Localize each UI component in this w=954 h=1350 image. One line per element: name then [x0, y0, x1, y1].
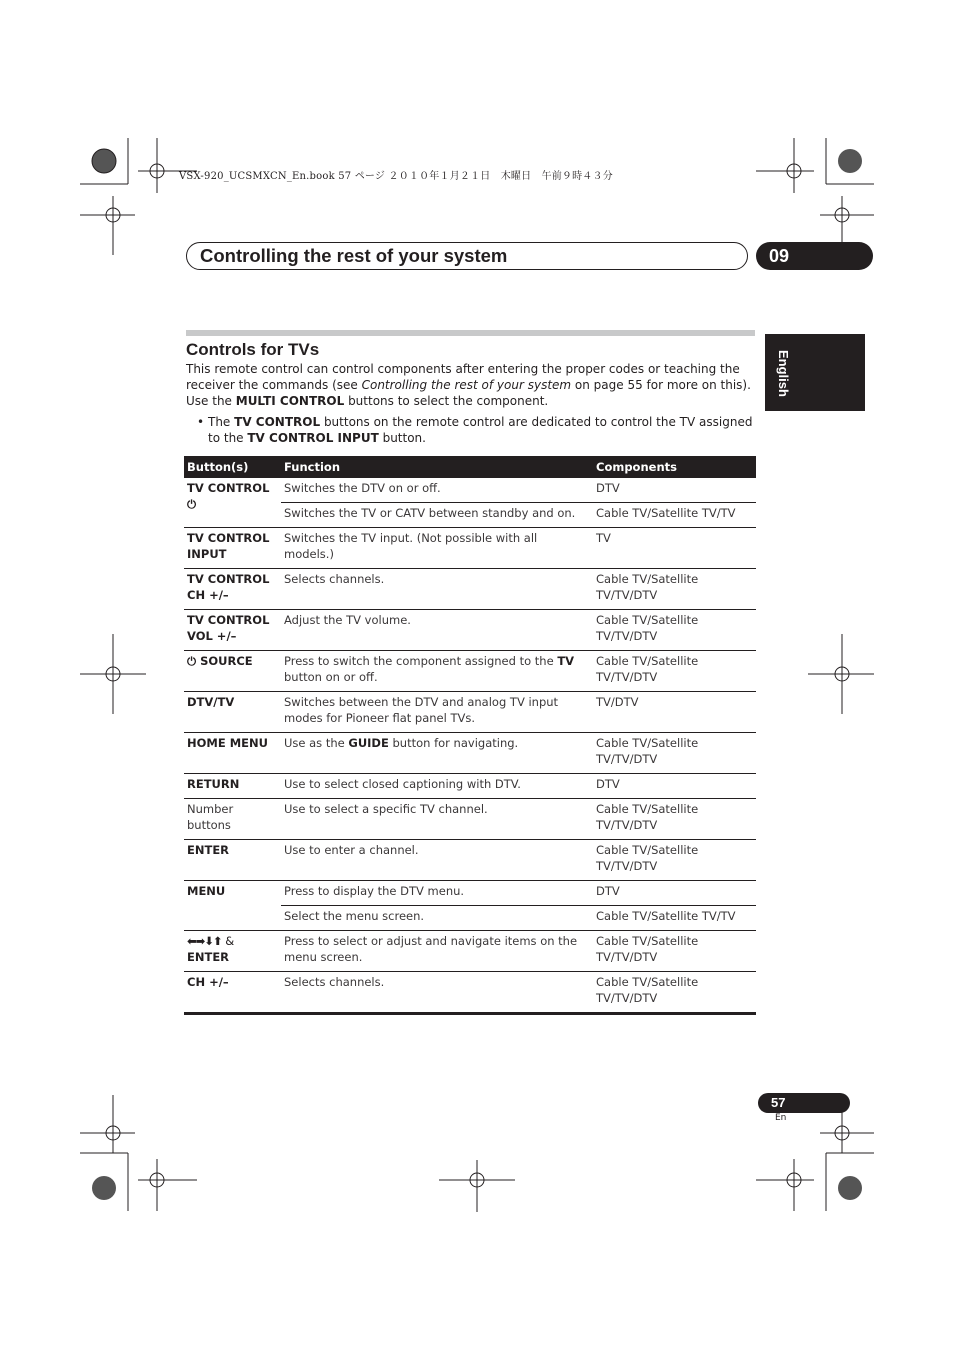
table-row [184, 931, 756, 972]
row-function: Switches the TV input. (Not possible with all models.) [281, 528, 593, 569]
crop-mark-mid-left [80, 634, 150, 714]
row-components: DTV [593, 774, 756, 799]
row-button: TV CONTROL VOL +/– [184, 610, 281, 651]
row-function: Press to display the DTV menu. [281, 881, 593, 906]
row-function: Selects channels. [281, 569, 593, 610]
row-button: HOME MENU [184, 733, 281, 774]
language-tab-label: English [776, 350, 791, 397]
table-header-row [184, 456, 756, 478]
row-components: Cable TV/Satellite TV/TV/DTV [593, 931, 756, 972]
row-button: DTV/TV [184, 692, 281, 733]
row-button: TV CONTROL INPUT [184, 528, 281, 569]
row-components: Cable TV/Satellite TV/TV/DTV [593, 733, 756, 774]
table-row [184, 692, 756, 733]
print-slug: VSX-920_UCSMXCN_En.book 57 ページ ２０１０年１月２１日 木曜日 午前９時４３分 [179, 171, 613, 182]
row-components: Cable TV/Satellite TV/TV/DTV [593, 972, 756, 1014]
row-function: Press to select or adjust and navigate items on the menu screen. [281, 931, 593, 972]
tv-controls-table [184, 456, 756, 1015]
row-button: ENTER [184, 840, 281, 881]
row-button: RETURN [184, 774, 281, 799]
row-components: Cable TV/Satellite TV/TV/DTV [593, 651, 756, 692]
table-row [184, 840, 756, 881]
page-number: 57 [771, 1095, 786, 1110]
row-function: Switches the TV or CATV between standby and on. [281, 503, 593, 528]
table-row [184, 733, 756, 774]
table-row [184, 972, 756, 1014]
row-button: ⏻ SOURCE [184, 651, 281, 692]
header-function: Function [281, 456, 593, 478]
row-components: Cable TV/Satellite TV/TV [593, 503, 756, 528]
row-components: TV [593, 528, 756, 569]
table-row [184, 881, 756, 906]
bullet-dot: • [197, 415, 205, 429]
row-function: Press to switch the component assigned to the TV button on or off. [281, 651, 593, 692]
chapter-title: Controlling the rest of your system [200, 245, 508, 266]
table-row [184, 528, 756, 569]
crop-mark-top-right [754, 138, 874, 258]
row-components: Cable TV/Satellite TV/TV [593, 906, 756, 931]
table-row [184, 610, 756, 651]
table-row [184, 774, 756, 799]
row-components: DTV [593, 478, 756, 503]
crop-mark-top-left [80, 138, 200, 258]
crop-mark-bottom-center [437, 1160, 517, 1215]
table-row [184, 569, 756, 610]
row-button: ⬅➡⬇⬆ & ENTER [184, 931, 281, 972]
row-button: TV CONTROL CH +/– [184, 569, 281, 610]
row-button: CH +/– [184, 972, 281, 1014]
section-title: Controls for TVs [186, 340, 320, 359]
arrow-keys-icon: ⬅➡⬇⬆ [187, 934, 222, 948]
row-components: Cable TV/Satellite TV/TV/DTV [593, 569, 756, 610]
row-button: TV CONTROL ⏻ [184, 478, 281, 528]
intro-paragraph: This remote control can control components after entering the proper codes or teaching the receiver the commands (see Controlling the rest of your system on page 55 for more on this). Use the MULTI CONTROL buttons to select the component. [186, 362, 751, 408]
row-button: Number buttons [184, 799, 281, 840]
table-row [184, 799, 756, 840]
row-function: Use as the GUIDE button for navigating. [281, 733, 593, 774]
table-row [184, 651, 756, 692]
header-components: Components [593, 456, 756, 478]
row-function: Use to select closed captioning with DTV. [281, 774, 593, 799]
section-rule [186, 330, 755, 336]
row-function: Adjust the TV volume. [281, 610, 593, 651]
row-function: Select the menu screen. [281, 906, 593, 931]
page-language: En [775, 1113, 787, 1123]
table-row [184, 478, 756, 503]
row-components: Cable TV/Satellite TV/TV/DTV [593, 840, 756, 881]
row-button: MENU [184, 881, 281, 931]
row-function: Switches between the DTV and analog TV input modes for Pioneer flat panel TVs. [281, 692, 593, 733]
crop-mark-mid-right [806, 634, 876, 714]
row-function: Selects channels. [281, 972, 593, 1014]
row-function: Use to select a specific TV channel. [281, 799, 593, 840]
row-components: Cable TV/Satellite TV/TV/DTV [593, 799, 756, 840]
row-components: Cable TV/Satellite TV/TV/DTV [593, 610, 756, 651]
row-components: DTV [593, 881, 756, 906]
crop-mark-bottom-left [80, 1093, 200, 1213]
chapter-number: 09 [769, 246, 790, 266]
header-buttons: Button(s) [184, 456, 281, 478]
row-function: Use to enter a channel. [281, 840, 593, 881]
row-function: Switches the DTV on or off. [281, 478, 593, 503]
bullet-item: • The TV CONTROL buttons on the remote control are dedicated to control the TV assigned to the TV CONTROL INPUT button. [197, 415, 753, 445]
row-components: TV/DTV [593, 692, 756, 733]
